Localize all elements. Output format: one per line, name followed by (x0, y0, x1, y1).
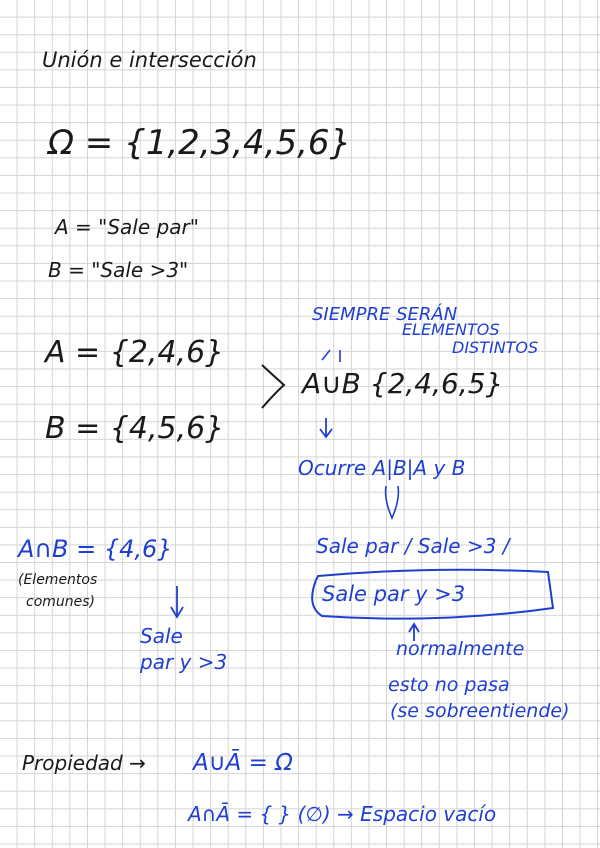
union-note-line1: SIEMPRE SERÁN (312, 304, 458, 325)
sample-space-omega: Ω = {1,2,3,4,5,6} (48, 123, 352, 163)
boxed-condition: Sale par y >3 (322, 582, 466, 606)
intersection-meaning-line1: Sale (140, 624, 183, 648)
normally-line3: (se sobreentiende) (390, 700, 570, 722)
page-title: Unión e intersección (42, 48, 257, 72)
arrow-mark-icon (322, 350, 340, 362)
normally-line2: esto no pasa (388, 674, 510, 696)
intersection-note-line1: (Elementos (18, 572, 98, 588)
normally-line1: normalmente (396, 638, 525, 660)
property-intersection: A∩Ā = { } (∅) → Espacio vacío (188, 802, 497, 826)
double-arrow-icon (386, 486, 399, 518)
intersection-set: A∩B = {4,6} (18, 535, 173, 563)
intersection-note-line2: comunes) (26, 594, 96, 610)
arrow-down-icon (171, 586, 183, 617)
intersection-meaning-line2: par y >3 (140, 650, 228, 674)
property-union: A∪Ā = Ω (193, 750, 293, 776)
arrow-up-icon (409, 624, 419, 641)
property-label: Propiedad → (22, 751, 146, 775)
event-b-definition: B = "Sale >3" (48, 258, 189, 282)
brace-connector (262, 365, 284, 408)
union-note-line3: DISTINTOS (452, 338, 539, 357)
arrow-down-icon (320, 418, 332, 437)
event-a-definition: A = "Sale par" (55, 215, 199, 239)
occurs-note: Ocurre A|B|A y B (298, 456, 466, 480)
occurs-detail: Sale par / Sale >3 / (316, 534, 510, 558)
set-b: B = {4,5,6} (45, 411, 225, 446)
highlight-box (312, 570, 553, 619)
union-note-line2: ELEMENTOS (402, 320, 500, 339)
union-set: A∪B {2,4,6,5} (302, 367, 504, 400)
set-a: A = {2,4,6} (45, 335, 225, 370)
